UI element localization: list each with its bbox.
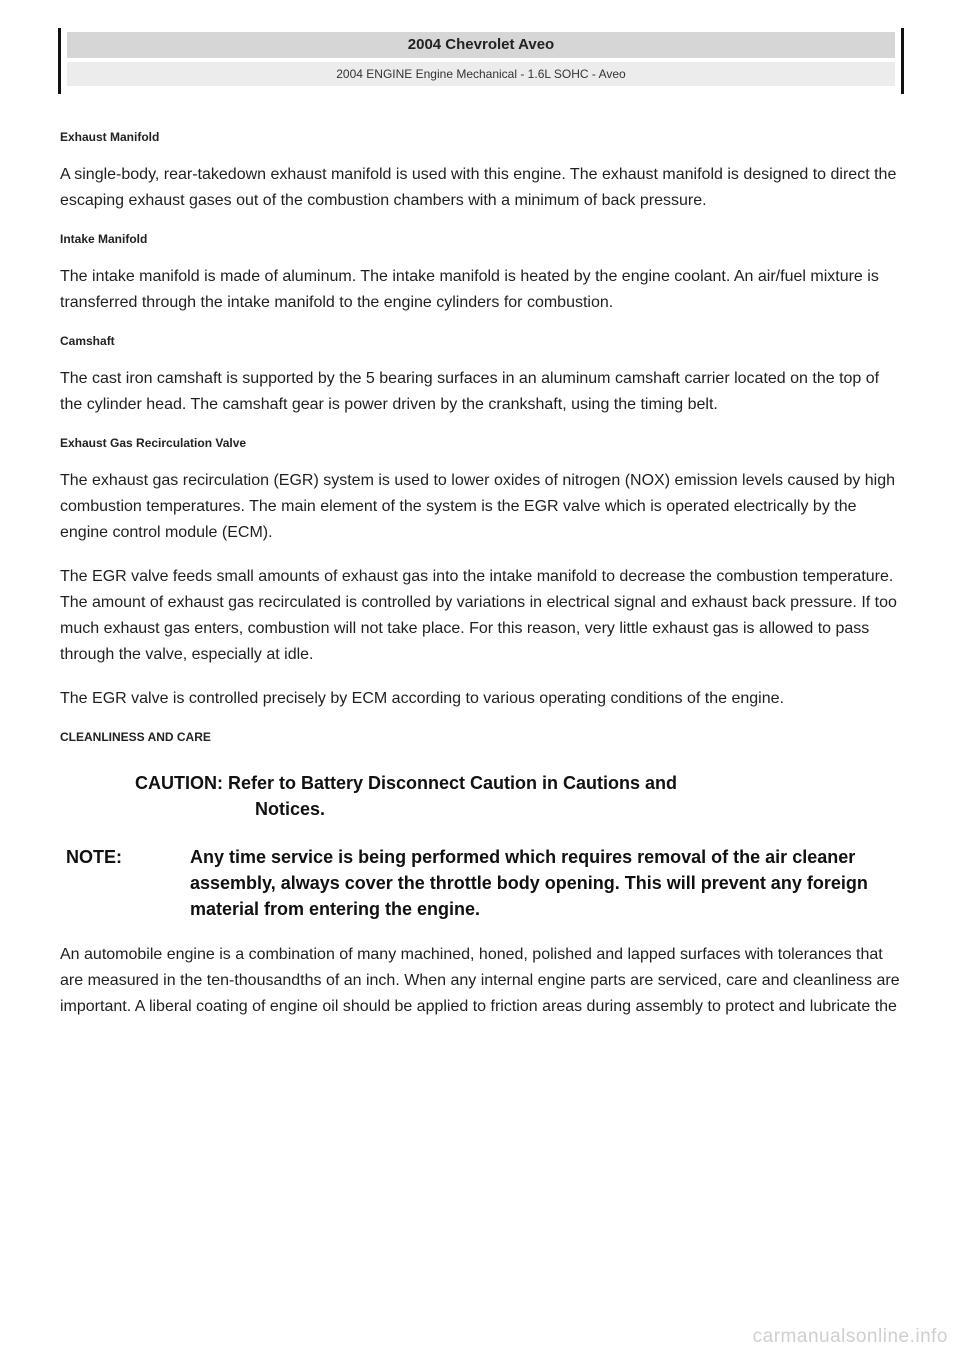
section-heading-intake-manifold: Intake Manifold <box>60 232 148 246</box>
document-subtitle: 2004 ENGINE Engine Mechanical - 1.6L SOHC - Aveo <box>67 62 895 86</box>
paragraph-egr-3: The EGR valve is controlled precisely by ECM according to various operating conditions of the engine. <box>60 690 784 707</box>
document-header <box>58 28 904 94</box>
note-text: Any time service is being performed which requires removal of the air cleaner assembly, always cover the throttle body opening. This will prevent any foreign material from entering the engine. <box>190 847 868 919</box>
paragraph-egr-2: The EGR valve feeds small amounts of exhaust gas into the intake manifold to decrease the combustion temperature. The amount of exhaust gas recirculated is controlled by variations in electrical signal and exhaust back pressure. If too much exhaust gas enters, combustion will not take place. For this reason, very little exhaust gas is allowed to pass through the valve, especially at idle. <box>60 568 897 663</box>
paragraph-camshaft: The cast iron camshaft is supported by the 5 bearing surfaces in an aluminum camshaft carrier located on the top of the cylinder head. The camshaft gear is power driven by the crankshaft, using the timing belt. <box>60 370 880 413</box>
section-heading-camshaft: Camshaft <box>60 334 115 348</box>
paragraph-egr-1: The exhaust gas recirculation (EGR) system is used to lower oxides of nitrogen (NOX) emission levels caused by high combustion temperatures. The main element of the system is the EGR valve which is operated electrically by the engine control module (ECM). <box>60 472 896 541</box>
paragraph-intake-manifold: The intake manifold is made of aluminum. The intake manifold is heated by the engine coolant. An air/fuel mixture is transferred through the intake manifold to the engine cylinders for combustion. <box>60 268 879 311</box>
caution-text-line2: Notices. <box>255 799 326 819</box>
paragraph-cleanliness: An automobile engine is a combination of many machined, honed, polished and lapped surfaces with tolerances that are measured in the ten-thousandths of an inch. When any internal engine parts are serviced, care and cleanliness are important. A liberal coating of engine oil should be applied to friction areas during assembly to protect and lubricate the <box>60 946 900 1015</box>
document-body <box>60 130 900 1038</box>
section-heading-cleanliness: CLEANLINESS AND CARE <box>60 730 211 744</box>
paragraph-exhaust-manifold: A single-body, rear-takedown exhaust manifold is used with this engine. The exhaust manifold is designed to direct the escaping exhaust gases out of the combustion chambers with a minimum of back pressure. <box>60 166 897 209</box>
watermark: carmanualsonline.info <box>752 1326 948 1347</box>
document-title: 2004 Chevrolet Aveo <box>67 32 895 58</box>
note-label: NOTE: <box>66 847 122 867</box>
caution-box <box>135 770 835 822</box>
note-box <box>66 844 900 922</box>
section-heading-egr: Exhaust Gas Recirculation Valve <box>60 436 247 450</box>
caution-text-line1: CAUTION: Refer to Battery Disconnect Caution in Cautions and <box>135 773 678 793</box>
section-heading-exhaust-manifold: Exhaust Manifold <box>60 130 160 144</box>
